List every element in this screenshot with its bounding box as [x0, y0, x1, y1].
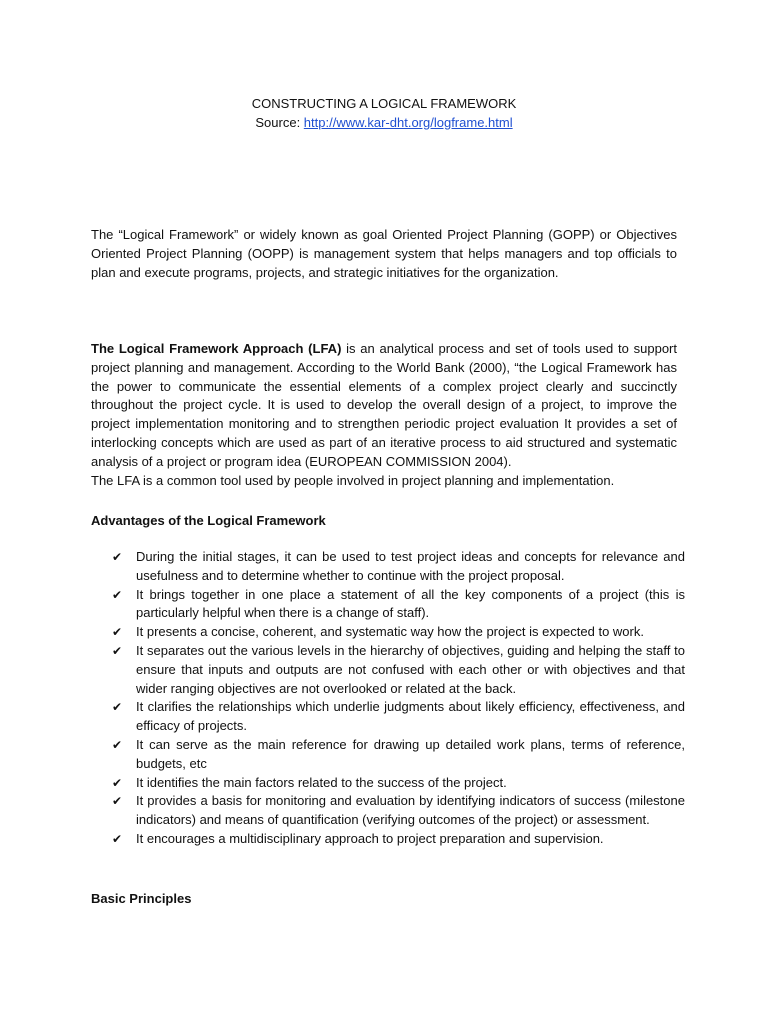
advantage-text: It provides a basis for monitoring and evaluation by identifying indicators of success (milestone indicators) and means of quantification (verifying outcomes of the project) or assessment.: [136, 793, 685, 828]
advantage-text: It encourages a multidisciplinary approach to project preparation and supervision.: [136, 830, 604, 846]
lfa-bold-term: The Logical Framework Approach (LFA): [91, 341, 342, 356]
advantage-item: [91, 698, 685, 736]
advantage-item: [91, 586, 685, 624]
advantage-item: [91, 623, 685, 642]
advantage-item: [91, 642, 685, 698]
source-line: [0, 113, 768, 132]
checkmark-icon: ✔: [112, 831, 123, 846]
advantage-item: [91, 548, 685, 586]
advantage-text: During the initial stages, it can be used to test project ideas and concepts for relevance and usefulness and to determine whether to continue with the project proposal.: [136, 549, 685, 583]
document-header: [0, 94, 768, 132]
advantage-text: It clarifies the relationships which underlie judgments about likely efficiency, effectiveness, and efficacy of projects.: [136, 699, 685, 734]
advantage-text: It presents a concise, coherent, and systematic way how the project is expected to work.: [136, 624, 644, 640]
source-link[interactable]: http://www.kar-dht.org/logframe.html: [303, 115, 513, 130]
advantages-list: [91, 548, 685, 849]
advantage-item: [91, 736, 685, 774]
checkmark-icon: ✔: [112, 794, 123, 809]
checkmark-icon: ✔: [112, 625, 123, 640]
lfa-paragraph: [91, 340, 677, 472]
intro-paragraph: The “Logical Framework” or widely known as goal Oriented Project Planning (GOPP) or Objectives Oriented Project Planning (OOPP) is management system that helps managers and top officials to plan and execute programs, projects, and strategic initiatives for the organization.: [91, 227, 677, 280]
lfa-second-line: The LFA is a common tool used by people involved in project planning and implementation.: [91, 472, 615, 488]
checkmark-icon: ✔: [112, 643, 123, 658]
advantage-item: [91, 830, 685, 849]
basic-principles-heading: Basic Principles: [91, 891, 192, 906]
advantage-text: It brings together in one place a statement of all the key components of a project (this is particularly helpful when there is a change of staff).: [136, 586, 685, 621]
lfa-text: is an analytical process and set of tools used to support project planning and management. According to the World Bank (2000), “the Logical Framework has the power to communicate the essential elements of a complex project clearly and succinctly throughout the project cycle. It is used to develop the overall design of a project, to improve the project implementation monitoring and to strengthen periodic project evaluation It provides a set of interlocking concepts which are used as part of an iterative process to aid structured and systematic analysis of a project or program idea (EUROPEAN COMMISSION 2004).: [91, 341, 677, 469]
advantage-item: [91, 774, 685, 793]
document-title: CONSTRUCTING A LOGICAL FRAMEWORK: [251, 96, 517, 111]
checkmark-icon: ✔: [112, 775, 123, 790]
checkmark-icon: ✔: [112, 737, 123, 752]
checkmark-icon: ✔: [112, 700, 123, 715]
source-label: Source:: [255, 115, 304, 130]
lfa-section: [91, 340, 677, 490]
checkmark-icon: ✔: [112, 550, 123, 564]
advantage-text: It identifies the main factors related to the success of the project.: [136, 774, 507, 790]
advantage-item: [91, 792, 685, 830]
advantages-heading: Advantages of the Logical Framework: [91, 513, 326, 528]
advantage-text: It can serve as the main reference for drawing up detailed work plans, terms of reference, budgets, etc: [136, 736, 685, 771]
checkmark-icon: ✔: [112, 587, 123, 602]
advantage-text: It separates out the various levels in the hierarchy of objectives, guiding and helping the staff to ensure that inputs and outputs are not confused with each other or with objectives and that wider ranging objectives are not overlooked or related at the back.: [136, 642, 685, 696]
